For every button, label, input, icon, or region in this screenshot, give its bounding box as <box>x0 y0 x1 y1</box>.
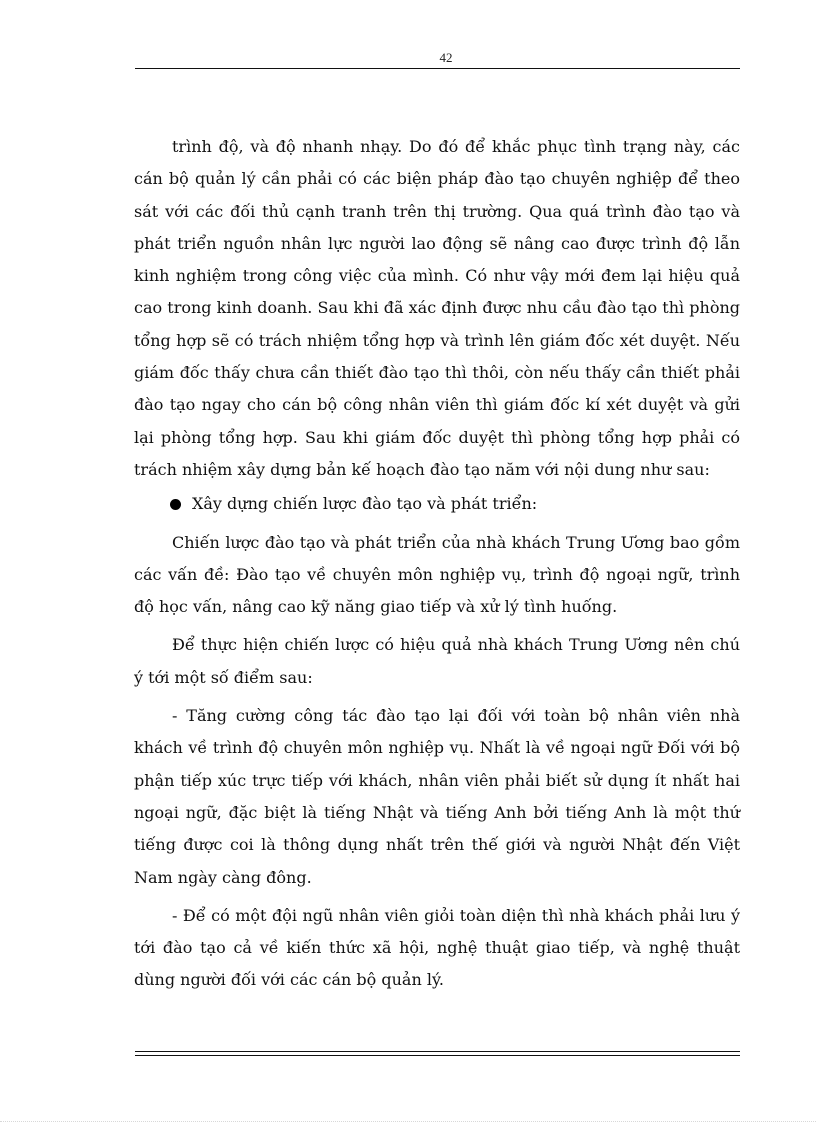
footer-rule-bottom <box>135 1055 740 1056</box>
bullet-dot-icon <box>170 499 181 510</box>
page-edge-dots <box>0 1121 816 1122</box>
footer-rule-top <box>135 1051 740 1052</box>
document-body <box>134 131 740 997</box>
paragraph-4: - Tăng cường công tác đào tạo lại đối với toàn bộ nhân viên nhà khách về trình độ chuyên môn nghiệp vụ. Nhất là về ngoại ngữ Đối với bộ phận tiếp xúc trực tiếp với khách, nhân viên phải biết sử dụng ít nhất hai ngoại ngữ, đặc biệt là tiếng Nhật và tiếng Anh bởi tiếng Anh là một thứ tiếng được coi là thông dụng nhất trên thế giới và người Nhật đến Việt Nam ngày càng đông. <box>134 706 740 887</box>
paragraph-1: trình độ, và độ nhanh nhạy. Do đó để khắc phục tình trạng này, các cán bộ quản lý cần phải có các biện pháp đào tạo chuyên nghiệp để theo sát với các đối thủ cạnh tranh trên thị trường. Qua quá trình đào tạo và phát triển nguồn nhân lực người lao động sẽ nâng cao được trình độ lẫn kinh nghiệm trong công việc của mình. Có như vậy mới đem lại hiệu quả cao trong kinh doanh. Sau khi đã xác định được nhu cầu đào tạo thì phòng tổng hợp sẽ có trách nhiệm tổng hợp và trình lên giám đốc xét duyệt. Nếu giám đốc thấy chưa cần thiết đào tạo thì thôi, còn nếu thấy cần thiết phải đào tạo ngay cho cán bộ công nhân viên thì giám đốc kí xét duyệt và gửi lại phòng tổng hợp. Sau khi giám đốc duyệt thì phòng tổng hợp phải có trách nhiệm xây dựng bản kế hoạch đào tạo năm với nội dung như sau: <box>134 137 740 479</box>
bullet-item <box>134 488 740 520</box>
paragraph-3: Để thực hiện chiến lược có hiệu quả nhà khách Trung Ương nên chú ý tới một số điểm sau: <box>134 635 740 687</box>
bullet-item-label: Xây dựng chiến lược đào tạo và phát triển: <box>192 494 538 514</box>
header-rule <box>135 68 740 69</box>
paragraph-5: - Để có một đội ngũ nhân viên giỏi toàn diện thì nhà khách phải lưu ý tới đào tạo cả về kiến thức xã hội, nghệ thuật giao tiếp, và nghệ thuật dùng người đối với các cán bộ quản lý. <box>134 905 740 990</box>
page-number: 42 <box>439 50 453 65</box>
paragraph-2: Chiến lược đào tạo và phát triển của nhà khách Trung Ương bao gồm các vấn đề: Đào tạo về chuyên môn nghiệp vụ, trình độ ngoại ngữ, trình độ học vấn, nâng cao kỹ năng giao tiếp và xử lý tình huống. <box>134 532 740 617</box>
